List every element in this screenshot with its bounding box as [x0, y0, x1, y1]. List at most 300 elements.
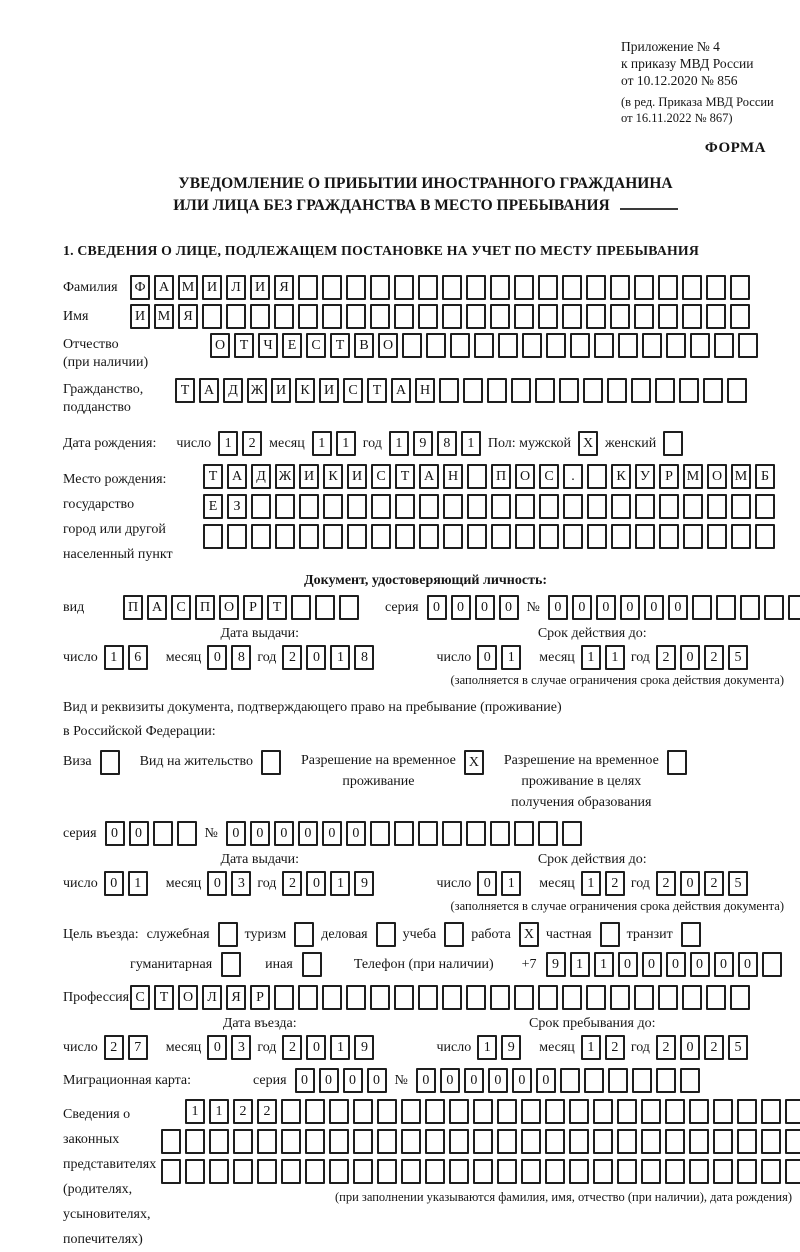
form-cell[interactable] [682, 275, 702, 300]
form-cell[interactable] [370, 821, 390, 846]
form-cell[interactable] [663, 431, 683, 456]
form-cell[interactable]: 0 [226, 821, 246, 846]
form-cell[interactable]: И [250, 275, 270, 300]
form-cell[interactable] [514, 985, 534, 1010]
form-cell[interactable] [490, 821, 510, 846]
form-cell[interactable] [466, 275, 486, 300]
form-cell[interactable]: О [515, 464, 535, 489]
form-cell[interactable]: 0 [306, 871, 326, 896]
form-cell[interactable]: 9 [354, 1035, 374, 1060]
form-cell[interactable] [634, 304, 654, 329]
form-cell[interactable]: 9 [501, 1035, 521, 1060]
form-cell[interactable]: Р [250, 985, 270, 1010]
form-cell[interactable] [490, 275, 510, 300]
form-cell[interactable]: Т [395, 464, 415, 489]
form-cell[interactable]: 0 [274, 821, 294, 846]
form-cell[interactable] [305, 1129, 325, 1154]
form-cell[interactable] [563, 494, 583, 519]
form-cell[interactable]: 0 [738, 952, 758, 977]
form-cell[interactable] [689, 1129, 709, 1154]
form-cell[interactable]: В [354, 333, 374, 358]
form-cell[interactable]: И [299, 464, 319, 489]
form-cell[interactable]: С [343, 378, 363, 403]
form-cell[interactable]: 1 [209, 1099, 229, 1124]
birth-year-input[interactable] [389, 431, 481, 456]
form-cell[interactable]: 0 [346, 821, 366, 846]
form-cell[interactable]: 0 [548, 595, 568, 620]
id-issue-day-input[interactable] [104, 645, 148, 670]
form-cell[interactable] [515, 494, 535, 519]
form-cell[interactable]: 2 [282, 871, 302, 896]
form-cell[interactable] [233, 1129, 253, 1154]
form-cell[interactable]: А [391, 378, 411, 403]
form-cell[interactable] [305, 1099, 325, 1124]
form-cell[interactable] [731, 494, 751, 519]
form-cell[interactable]: 1 [330, 645, 350, 670]
form-cell[interactable]: Ж [275, 464, 295, 489]
form-cell[interactable] [618, 333, 638, 358]
form-cell[interactable]: Т [154, 985, 174, 1010]
form-cell[interactable] [713, 1099, 733, 1124]
form-cell[interactable]: 0 [618, 952, 638, 977]
form-cell[interactable] [177, 821, 197, 846]
form-cell[interactable] [617, 1099, 637, 1124]
entry-day-input[interactable] [104, 1035, 148, 1060]
form-cell[interactable]: 0 [306, 1035, 326, 1060]
form-cell[interactable]: 1 [330, 871, 350, 896]
form-cell[interactable]: П [491, 464, 511, 489]
form-cell[interactable]: 5 [728, 1035, 748, 1060]
form-cell[interactable] [442, 275, 462, 300]
purpose-humanitarian-checkbox[interactable] [221, 952, 241, 977]
form-cell[interactable] [257, 1129, 277, 1154]
permit-valid-month-input[interactable] [581, 871, 625, 896]
form-cell[interactable]: 0 [129, 821, 149, 846]
form-cell[interactable]: 0 [343, 1068, 363, 1093]
form-cell[interactable] [401, 1129, 421, 1154]
form-cell[interactable] [730, 275, 750, 300]
form-cell[interactable]: П [123, 595, 143, 620]
form-cell[interactable]: 0 [207, 871, 227, 896]
form-cell[interactable]: О [378, 333, 398, 358]
form-cell[interactable] [569, 1099, 589, 1124]
phone-number-input[interactable] [546, 952, 782, 977]
form-cell[interactable] [587, 494, 607, 519]
form-cell[interactable] [656, 1068, 676, 1093]
form-cell[interactable] [347, 494, 367, 519]
form-cell[interactable] [251, 494, 271, 519]
form-cell[interactable] [681, 922, 701, 947]
form-cell[interactable] [202, 304, 222, 329]
form-cell[interactable] [658, 304, 678, 329]
form-cell[interactable] [298, 304, 318, 329]
form-cell[interactable]: 0 [440, 1068, 460, 1093]
form-cell[interactable]: Т [203, 464, 223, 489]
form-cell[interactable] [353, 1099, 373, 1124]
form-cell[interactable] [521, 1099, 541, 1124]
form-cell[interactable] [692, 595, 712, 620]
form-cell[interactable] [707, 494, 727, 519]
permit-series-input[interactable] [105, 821, 197, 846]
form-cell[interactable] [535, 378, 555, 403]
form-cell[interactable] [610, 275, 630, 300]
doc-type-input[interactable] [123, 595, 359, 620]
form-cell[interactable]: 0 [499, 595, 519, 620]
mig-series-input[interactable] [295, 1068, 387, 1093]
purpose-business-checkbox[interactable] [376, 922, 396, 947]
form-cell[interactable] [730, 304, 750, 329]
form-cell[interactable] [594, 333, 614, 358]
form-cell[interactable]: С [130, 985, 150, 1010]
form-cell[interactable] [377, 1099, 397, 1124]
form-cell[interactable] [443, 524, 463, 549]
form-cell[interactable]: 0 [572, 595, 592, 620]
form-cell[interactable] [545, 1099, 565, 1124]
form-cell[interactable]: И [202, 275, 222, 300]
given-name-input[interactable] [130, 304, 750, 329]
form-cell[interactable] [707, 524, 727, 549]
permit-valid-year-input[interactable] [656, 871, 748, 896]
form-cell[interactable]: Т [267, 595, 287, 620]
form-cell[interactable] [299, 494, 319, 519]
form-cell[interactable] [514, 304, 534, 329]
form-cell[interactable] [610, 304, 630, 329]
form-cell[interactable]: Б [755, 464, 775, 489]
form-cell[interactable]: 0 [642, 952, 662, 977]
form-cell[interactable]: 9 [413, 431, 433, 456]
form-cell[interactable] [642, 333, 662, 358]
form-cell[interactable] [562, 275, 582, 300]
form-cell[interactable] [323, 524, 343, 549]
form-cell[interactable]: 1 [461, 431, 481, 456]
form-cell[interactable]: 0 [596, 595, 616, 620]
form-cell[interactable] [608, 1068, 628, 1093]
form-cell[interactable]: 1 [581, 1035, 601, 1060]
form-cell[interactable]: 3 [231, 1035, 251, 1060]
form-cell[interactable]: 8 [354, 645, 374, 670]
entry-year-input[interactable] [282, 1035, 374, 1060]
form-cell[interactable] [346, 275, 366, 300]
form-cell[interactable] [714, 333, 734, 358]
form-cell[interactable]: 1 [501, 645, 521, 670]
form-cell[interactable] [370, 985, 390, 1010]
form-cell[interactable] [281, 1099, 301, 1124]
form-cell[interactable] [538, 821, 558, 846]
form-cell[interactable]: Д [251, 464, 271, 489]
purpose-transit-checkbox[interactable] [681, 922, 701, 947]
form-cell[interactable] [737, 1129, 757, 1154]
form-cell[interactable]: 0 [104, 871, 124, 896]
form-cell[interactable] [346, 985, 366, 1010]
form-cell[interactable]: 2 [233, 1099, 253, 1124]
form-cell[interactable] [641, 1099, 661, 1124]
form-cell[interactable]: И [319, 378, 339, 403]
form-cell[interactable]: 0 [416, 1068, 436, 1093]
form-cell[interactable]: С [371, 464, 391, 489]
entry-month-input[interactable] [207, 1035, 251, 1060]
form-cell[interactable] [227, 524, 247, 549]
form-cell[interactable]: Р [659, 464, 679, 489]
form-cell[interactable]: 6 [128, 645, 148, 670]
form-cell[interactable]: Е [282, 333, 302, 358]
form-cell[interactable]: П [195, 595, 215, 620]
form-cell[interactable] [209, 1129, 229, 1154]
surname-input[interactable] [130, 275, 750, 300]
form-cell[interactable] [755, 494, 775, 519]
form-cell[interactable]: 0 [680, 1035, 700, 1060]
form-cell[interactable] [730, 985, 750, 1010]
form-cell[interactable] [449, 1129, 469, 1154]
form-cell[interactable] [563, 524, 583, 549]
form-cell[interactable] [679, 378, 699, 403]
form-cell[interactable] [419, 524, 439, 549]
form-cell[interactable] [418, 304, 438, 329]
form-cell[interactable] [402, 333, 422, 358]
form-cell[interactable] [395, 494, 415, 519]
form-cell[interactable]: К [323, 464, 343, 489]
form-cell[interactable]: 5 [728, 645, 748, 670]
form-cell[interactable] [302, 952, 322, 977]
form-cell[interactable]: 0 [536, 1068, 556, 1093]
form-cell[interactable] [299, 524, 319, 549]
form-cell[interactable]: 0 [668, 595, 688, 620]
form-cell[interactable]: О [219, 595, 239, 620]
permit-issue-month-input[interactable] [207, 871, 251, 896]
form-cell[interactable] [560, 1068, 580, 1093]
form-cell[interactable] [785, 1099, 800, 1124]
form-cell[interactable]: З [227, 494, 247, 519]
stay-year-input[interactable] [656, 1035, 748, 1060]
form-cell[interactable] [274, 304, 294, 329]
form-cell[interactable]: О [178, 985, 198, 1010]
form-cell[interactable] [443, 494, 463, 519]
form-cell[interactable] [727, 378, 747, 403]
form-cell[interactable] [586, 985, 606, 1010]
form-cell[interactable]: 1 [581, 645, 601, 670]
form-cell[interactable] [274, 985, 294, 1010]
form-cell[interactable]: 1 [605, 645, 625, 670]
form-cell[interactable] [600, 922, 620, 947]
form-cell[interactable]: К [295, 378, 315, 403]
form-cell[interactable] [511, 378, 531, 403]
form-cell[interactable] [275, 494, 295, 519]
form-cell[interactable] [713, 1129, 733, 1154]
form-cell[interactable] [315, 595, 335, 620]
visa-checkbox[interactable] [100, 750, 120, 775]
form-cell[interactable] [593, 1099, 613, 1124]
form-cell[interactable]: 0 [477, 645, 497, 670]
form-cell[interactable] [569, 1129, 589, 1154]
form-cell[interactable] [251, 524, 271, 549]
form-cell[interactable] [203, 524, 223, 549]
form-cell[interactable]: 0 [690, 952, 710, 977]
form-cell[interactable]: 1 [570, 952, 590, 977]
form-cell[interactable]: 8 [437, 431, 457, 456]
form-cell[interactable]: 0 [207, 1035, 227, 1060]
form-cell[interactable] [716, 595, 736, 620]
form-cell[interactable]: 1 [581, 871, 601, 896]
form-cell[interactable] [377, 1129, 397, 1154]
reps-row2-input[interactable] [161, 1129, 800, 1154]
form-cell[interactable]: С [171, 595, 191, 620]
form-cell[interactable]: А [199, 378, 219, 403]
form-cell[interactable] [680, 1068, 700, 1093]
form-cell[interactable]: Ф [130, 275, 150, 300]
purpose-official-checkbox[interactable] [218, 922, 238, 947]
form-cell[interactable]: Л [202, 985, 222, 1010]
form-cell[interactable]: 2 [704, 1035, 724, 1060]
form-cell[interactable] [539, 494, 559, 519]
form-cell[interactable] [665, 1129, 685, 1154]
form-cell[interactable] [329, 1129, 349, 1154]
form-cell[interactable]: 2 [656, 1035, 676, 1060]
form-cell[interactable] [275, 524, 295, 549]
id-issue-year-input[interactable] [282, 645, 374, 670]
form-cell[interactable] [418, 275, 438, 300]
form-cell[interactable] [161, 1129, 181, 1154]
form-cell[interactable]: 0 [666, 952, 686, 977]
form-cell[interactable] [281, 1129, 301, 1154]
form-cell[interactable] [185, 1129, 205, 1154]
form-cell[interactable] [514, 821, 534, 846]
form-cell[interactable]: О [707, 464, 727, 489]
form-cell[interactable] [562, 821, 582, 846]
form-cell[interactable] [322, 275, 342, 300]
form-cell[interactable] [586, 275, 606, 300]
form-cell[interactable] [667, 750, 687, 775]
form-cell[interactable]: 0 [644, 595, 664, 620]
sex-male-checkbox[interactable] [578, 431, 598, 456]
form-cell[interactable] [689, 1099, 709, 1124]
residence-permit-checkbox[interactable] [261, 750, 281, 775]
form-cell[interactable] [611, 494, 631, 519]
form-cell[interactable]: 2 [656, 871, 676, 896]
id-valid-day-input[interactable] [477, 645, 521, 670]
form-cell[interactable]: И [271, 378, 291, 403]
form-cell[interactable] [298, 275, 318, 300]
form-cell[interactable] [298, 985, 318, 1010]
citizenship-input[interactable] [175, 378, 747, 403]
form-cell[interactable] [683, 524, 703, 549]
form-cell[interactable]: Д [223, 378, 243, 403]
form-cell[interactable]: У [635, 464, 655, 489]
form-cell[interactable]: 0 [207, 645, 227, 670]
form-cell[interactable]: Е [203, 494, 223, 519]
form-cell[interactable] [755, 524, 775, 549]
form-cell[interactable] [467, 494, 487, 519]
purpose-tourism-checkbox[interactable] [294, 922, 314, 947]
permit-issue-year-input[interactable] [282, 871, 374, 896]
form-cell[interactable] [490, 304, 510, 329]
form-cell[interactable] [703, 378, 723, 403]
form-cell[interactable] [761, 1129, 781, 1154]
form-cell[interactable] [659, 524, 679, 549]
id-series-input[interactable] [427, 595, 519, 620]
purpose-other-checkbox[interactable] [302, 952, 322, 977]
form-cell[interactable] [425, 1099, 445, 1124]
form-cell[interactable]: 0 [464, 1068, 484, 1093]
form-cell[interactable] [473, 1099, 493, 1124]
form-cell[interactable] [294, 922, 314, 947]
form-cell[interactable]: И [347, 464, 367, 489]
stay-month-input[interactable] [581, 1035, 625, 1060]
form-cell[interactable]: 0 [475, 595, 495, 620]
purpose-work-checkbox[interactable] [519, 922, 539, 947]
birth-place-row2-input[interactable] [203, 494, 775, 519]
form-cell[interactable]: 0 [105, 821, 125, 846]
form-cell[interactable]: 2 [242, 431, 262, 456]
form-cell[interactable]: 1 [330, 1035, 350, 1060]
form-cell[interactable]: 1 [336, 431, 356, 456]
form-cell[interactable]: Н [415, 378, 435, 403]
form-cell[interactable]: Я [226, 985, 246, 1010]
form-cell[interactable] [740, 595, 760, 620]
form-cell[interactable]: 0 [451, 595, 471, 620]
form-cell[interactable] [539, 524, 559, 549]
form-cell[interactable]: X [578, 431, 598, 456]
form-cell[interactable] [491, 494, 511, 519]
form-cell[interactable]: 9 [354, 871, 374, 896]
form-cell[interactable]: 2 [282, 1035, 302, 1060]
form-cell[interactable] [515, 524, 535, 549]
form-cell[interactable] [706, 275, 726, 300]
form-cell[interactable] [738, 333, 758, 358]
birth-month-input[interactable] [312, 431, 356, 456]
form-cell[interactable] [100, 750, 120, 775]
form-cell[interactable] [737, 1099, 757, 1124]
form-cell[interactable] [347, 524, 367, 549]
form-cell[interactable] [153, 821, 173, 846]
form-cell[interactable] [339, 595, 359, 620]
form-cell[interactable] [226, 304, 246, 329]
form-cell[interactable] [449, 1099, 469, 1124]
form-cell[interactable]: Я [178, 304, 198, 329]
form-cell[interactable]: 1 [594, 952, 614, 977]
form-cell[interactable] [370, 275, 390, 300]
form-cell[interactable]: 0 [367, 1068, 387, 1093]
form-cell[interactable] [635, 524, 655, 549]
form-cell[interactable] [593, 1129, 613, 1154]
form-cell[interactable]: А [147, 595, 167, 620]
form-cell[interactable]: Н [443, 464, 463, 489]
form-cell[interactable] [682, 985, 702, 1010]
form-cell[interactable] [631, 378, 651, 403]
birth-place-row1-input[interactable] [203, 464, 775, 489]
form-cell[interactable]: 2 [704, 871, 724, 896]
birth-place-row3-input[interactable] [203, 524, 775, 549]
form-cell[interactable] [426, 333, 446, 358]
permit-valid-day-input[interactable] [477, 871, 521, 896]
form-cell[interactable] [467, 524, 487, 549]
form-cell[interactable]: 0 [680, 645, 700, 670]
form-cell[interactable]: К [611, 464, 631, 489]
form-cell[interactable]: 1 [185, 1099, 205, 1124]
form-cell[interactable] [323, 494, 343, 519]
form-cell[interactable] [634, 275, 654, 300]
form-cell[interactable] [762, 952, 782, 977]
form-cell[interactable]: 0 [680, 871, 700, 896]
birth-day-input[interactable] [218, 431, 262, 456]
form-cell[interactable] [788, 595, 800, 620]
form-cell[interactable] [442, 821, 462, 846]
form-cell[interactable]: 1 [128, 871, 148, 896]
form-cell[interactable] [583, 378, 603, 403]
form-cell[interactable]: 0 [298, 821, 318, 846]
form-cell[interactable]: А [154, 275, 174, 300]
form-cell[interactable]: 0 [488, 1068, 508, 1093]
form-cell[interactable] [401, 1099, 421, 1124]
temp-residence-edu-checkbox[interactable] [667, 750, 687, 775]
